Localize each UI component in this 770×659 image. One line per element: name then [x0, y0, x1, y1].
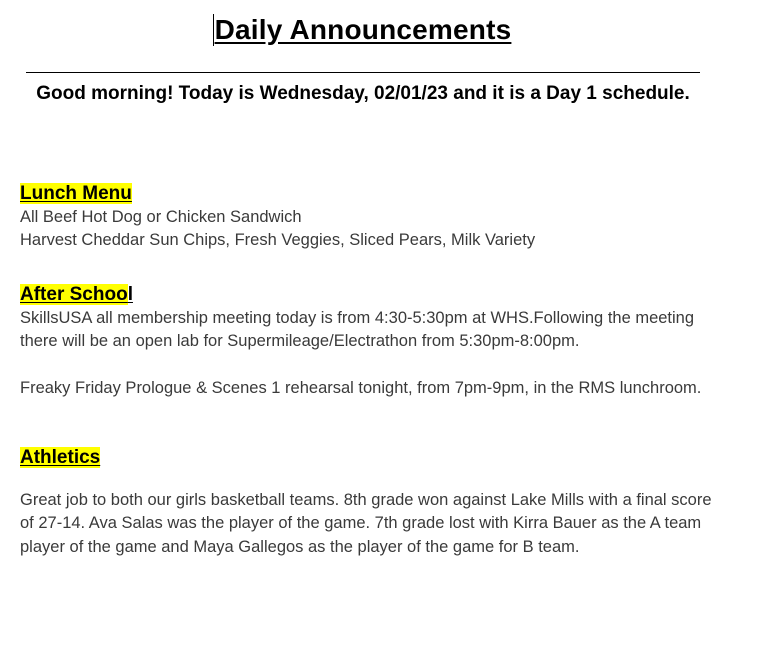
after-school-body: [20, 307, 720, 400]
athletics-heading: [20, 446, 100, 470]
lunch-body: [20, 206, 720, 253]
after-school-heading-rest: l: [127, 284, 133, 305]
page-title-text: Daily Announcements: [214, 14, 512, 45]
after-school-paragraph-1: SkillsUSA all membership meeting today is from 4:30-5:30pm at WHS.Following the meeting there will be an open lab for Supermileage/Electrathon from 5:30pm-8:00pm.: [20, 309, 695, 351]
lunch-section: [20, 182, 720, 253]
after-school-heading-highlighted: After Schoo: [20, 284, 128, 305]
greeting-text: Good morning! Today is Wednesday, 02/01/23 and it is a Day 1 schedule.: [36, 83, 690, 104]
lunch-heading: [20, 182, 132, 206]
horizontal-divider: [26, 72, 700, 73]
lunch-heading-text: Lunch Menu: [20, 183, 132, 204]
athletics-paragraph-1: Great job to both our girls basketball teams. 8th grade won against Lake Mills with a final score of 27-14. Ava Salas was the player of the game. 7th grade lost with Kirra Bauer as the A team player of the game and Maya Gallegos as the player of the game for B team.: [20, 491, 712, 556]
after-school-section: [20, 283, 720, 400]
title-container: [0, 14, 726, 46]
page-title: [215, 14, 512, 46]
athletics-heading-text: Athletics: [20, 447, 101, 468]
after-school-heading: [20, 283, 133, 307]
athletics-body: [20, 489, 720, 559]
text-cursor: [213, 14, 214, 46]
lunch-line-1: All Beef Hot Dog or Chicken Sandwich: [20, 208, 302, 226]
athletics-section: [20, 446, 720, 559]
after-school-paragraph-2: Freaky Friday Prologue & Scenes 1 rehearsal tonight, from 7pm-9pm, in the RMS lunchroom.: [20, 378, 702, 397]
lunch-line-2: Harvest Cheddar Sun Chips, Fresh Veggies, Sliced Pears, Milk Variety: [20, 231, 536, 250]
